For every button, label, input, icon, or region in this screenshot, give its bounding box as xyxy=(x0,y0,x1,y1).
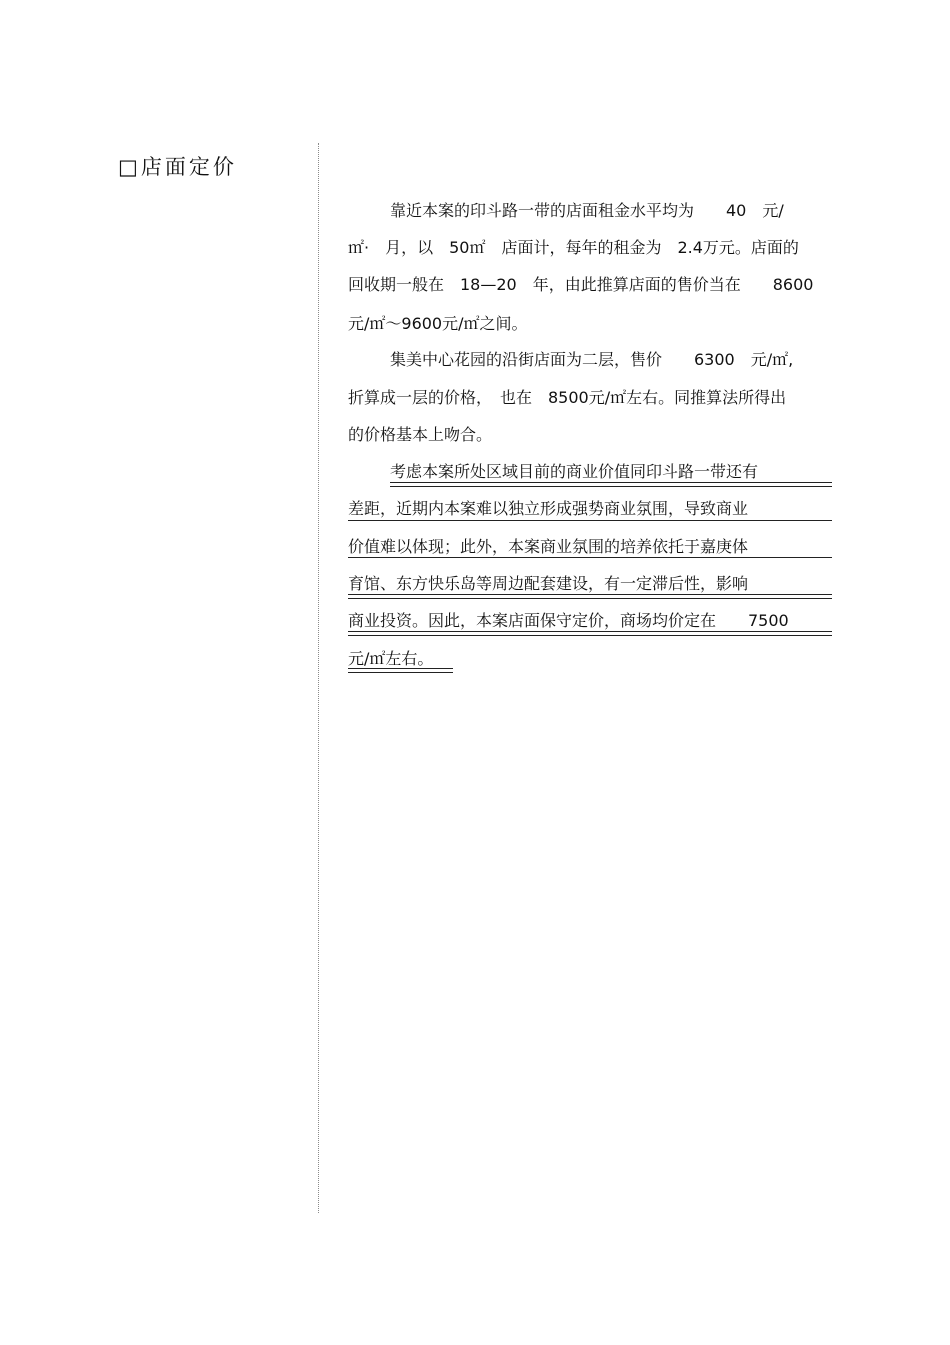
paragraph-line: 回收期一般在 18—20 年，由此推算店面的售价当在 8600 xyxy=(348,275,814,294)
underline-rule xyxy=(390,482,832,483)
underlined-line: 元/㎡左右。 xyxy=(348,649,434,668)
underlined-line: 价值难以体现；此外，本案商业氛围的培养依托于嘉庚体 xyxy=(348,537,749,556)
section-title: □店面定价 xyxy=(118,155,237,179)
underlined-line: 商业投资。因此，本案店面保守定价，商场均价定在 7500 xyxy=(348,611,789,630)
underline-rule xyxy=(348,668,453,669)
underline-rule xyxy=(348,631,832,632)
underline-rule xyxy=(390,486,832,487)
column-divider xyxy=(318,143,319,1213)
paragraph-line: 元/㎡～9600元/㎡之间。 xyxy=(348,314,528,333)
underline-rule xyxy=(348,598,832,599)
underline-rule xyxy=(348,557,832,558)
paragraph-line: 的价格基本上吻合。 xyxy=(348,425,493,444)
underline-rule xyxy=(348,520,832,521)
paragraph-line: 折算成一层的价格， 也在 8500元/㎡左右。同推算法所得出 xyxy=(348,388,787,407)
underline-rule xyxy=(348,672,453,673)
paragraph-line: 集美中心花园的沿街店面为二层，售价 6300 元/㎡, xyxy=(390,350,794,369)
paragraph-line: ㎡· 月，以 50㎡ 店面计，每年的租金为 2.4万元。店面的 xyxy=(348,238,799,257)
underline-rule xyxy=(348,594,832,595)
underlined-line: 育馆、东方快乐岛等周边配套建设，有一定滞后性，影响 xyxy=(348,574,749,593)
underline-rule xyxy=(348,635,832,636)
underlined-line: 差距，近期内本案难以独立形成强势商业氛围，导致商业 xyxy=(348,499,749,518)
paragraph-line: 靠近本案的印斗路一带的店面租金水平均为 40 元/ xyxy=(390,201,784,220)
underlined-line: 考虑本案所处区域目前的商业价值同印斗路一带还有 xyxy=(390,462,759,481)
